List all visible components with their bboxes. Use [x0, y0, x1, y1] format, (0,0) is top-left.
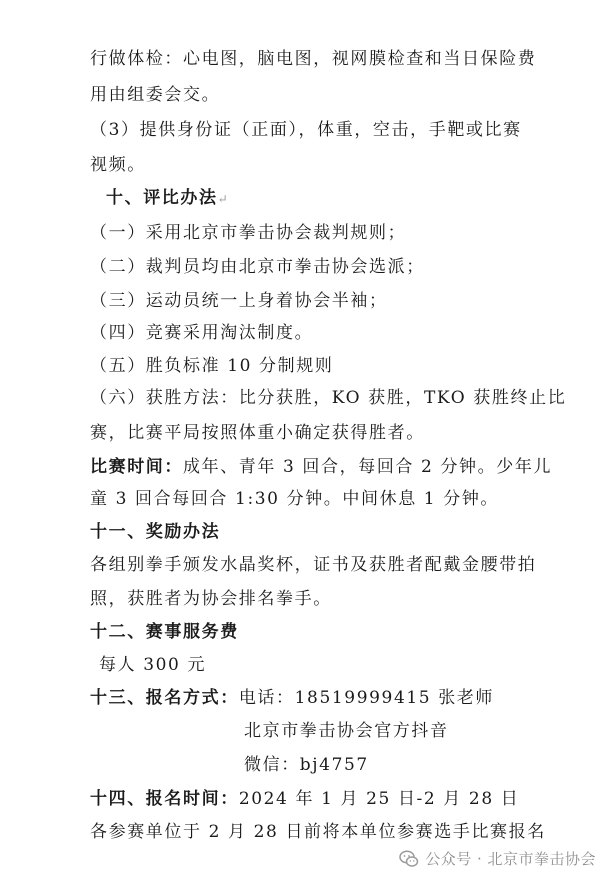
match-time-line: [90, 455, 552, 479]
paragraph-line: （3）提供身份证（正面），体重，空击，手靶或比赛: [90, 120, 522, 140]
wechat-icon: [399, 849, 419, 869]
rule-item: （一）采用北京市拳击协会裁判规则；: [90, 223, 407, 243]
watermark-text: 公众号 · 北京市拳击协会: [425, 850, 596, 868]
douyin-account: 北京市拳击协会官方抖音: [244, 721, 449, 741]
registration-time-line: [90, 787, 519, 811]
match-time-text: 成年、青年 3 回合，每回合 2 分钟。少年儿: [183, 457, 553, 477]
match-time-label: 比赛时间：: [90, 457, 183, 477]
rule-item: （六）获胜方法：比分获胜，KO 获胜，TKO 获胜终止比: [90, 388, 567, 408]
rule-item: （三）运动员统一上身着协会半袖；: [90, 291, 388, 311]
section-10-heading: [106, 186, 228, 211]
section-11-heading: 十一、奖励办法: [90, 522, 221, 542]
section-12-heading: 十二、赛事服务费: [90, 622, 239, 642]
paragraph-line: 童 3 回合每回合 1:30 分钟。中间休息 1 分钟。: [90, 489, 500, 509]
contact-phone: 电话：18519999415 张老师: [238, 688, 494, 708]
registration-method-line: [90, 686, 494, 710]
service-fee: 每人 300 元: [99, 655, 207, 675]
rule-item: （四）竞赛采用淘汰制度。: [90, 323, 314, 343]
paragraph-line: 各组别拳手颁发水晶奖杯，证书及获胜者配戴金腰带拍: [90, 555, 537, 575]
paragraph-line: 视频。: [90, 155, 146, 175]
rule-item: （五）胜负标准 10 分制规则: [90, 356, 334, 376]
rule-item: （二）裁判员均由北京市拳击协会选派；: [90, 257, 425, 277]
rule-item: 赛，比赛平局按照体重小确定获得胜者。: [90, 423, 425, 443]
wechat-watermark: [399, 848, 596, 869]
wechat-id: 微信：bj4757: [244, 755, 369, 775]
registration-dates: 2024 年 1 月 25 日-2 月 28 日: [238, 789, 520, 809]
section-14-heading: 十四、报名时间：: [90, 789, 239, 809]
paragraph-line: 照，获胜者为协会排名拳手。: [90, 589, 332, 609]
paragraph-mark: ↵: [217, 192, 228, 206]
section-13-heading: 十三、报名方式：: [90, 688, 239, 708]
paragraph-line: 行做体检：心电图，脑电图，视网膜检查和当日保险费: [90, 49, 537, 69]
section-10-title: 十、评比办法: [106, 188, 218, 208]
paragraph-line: 用由组委会交。: [90, 85, 221, 105]
paragraph-line: 各参赛单位于 2 月 28 日前将本单位参赛选手比赛报名: [90, 822, 546, 842]
